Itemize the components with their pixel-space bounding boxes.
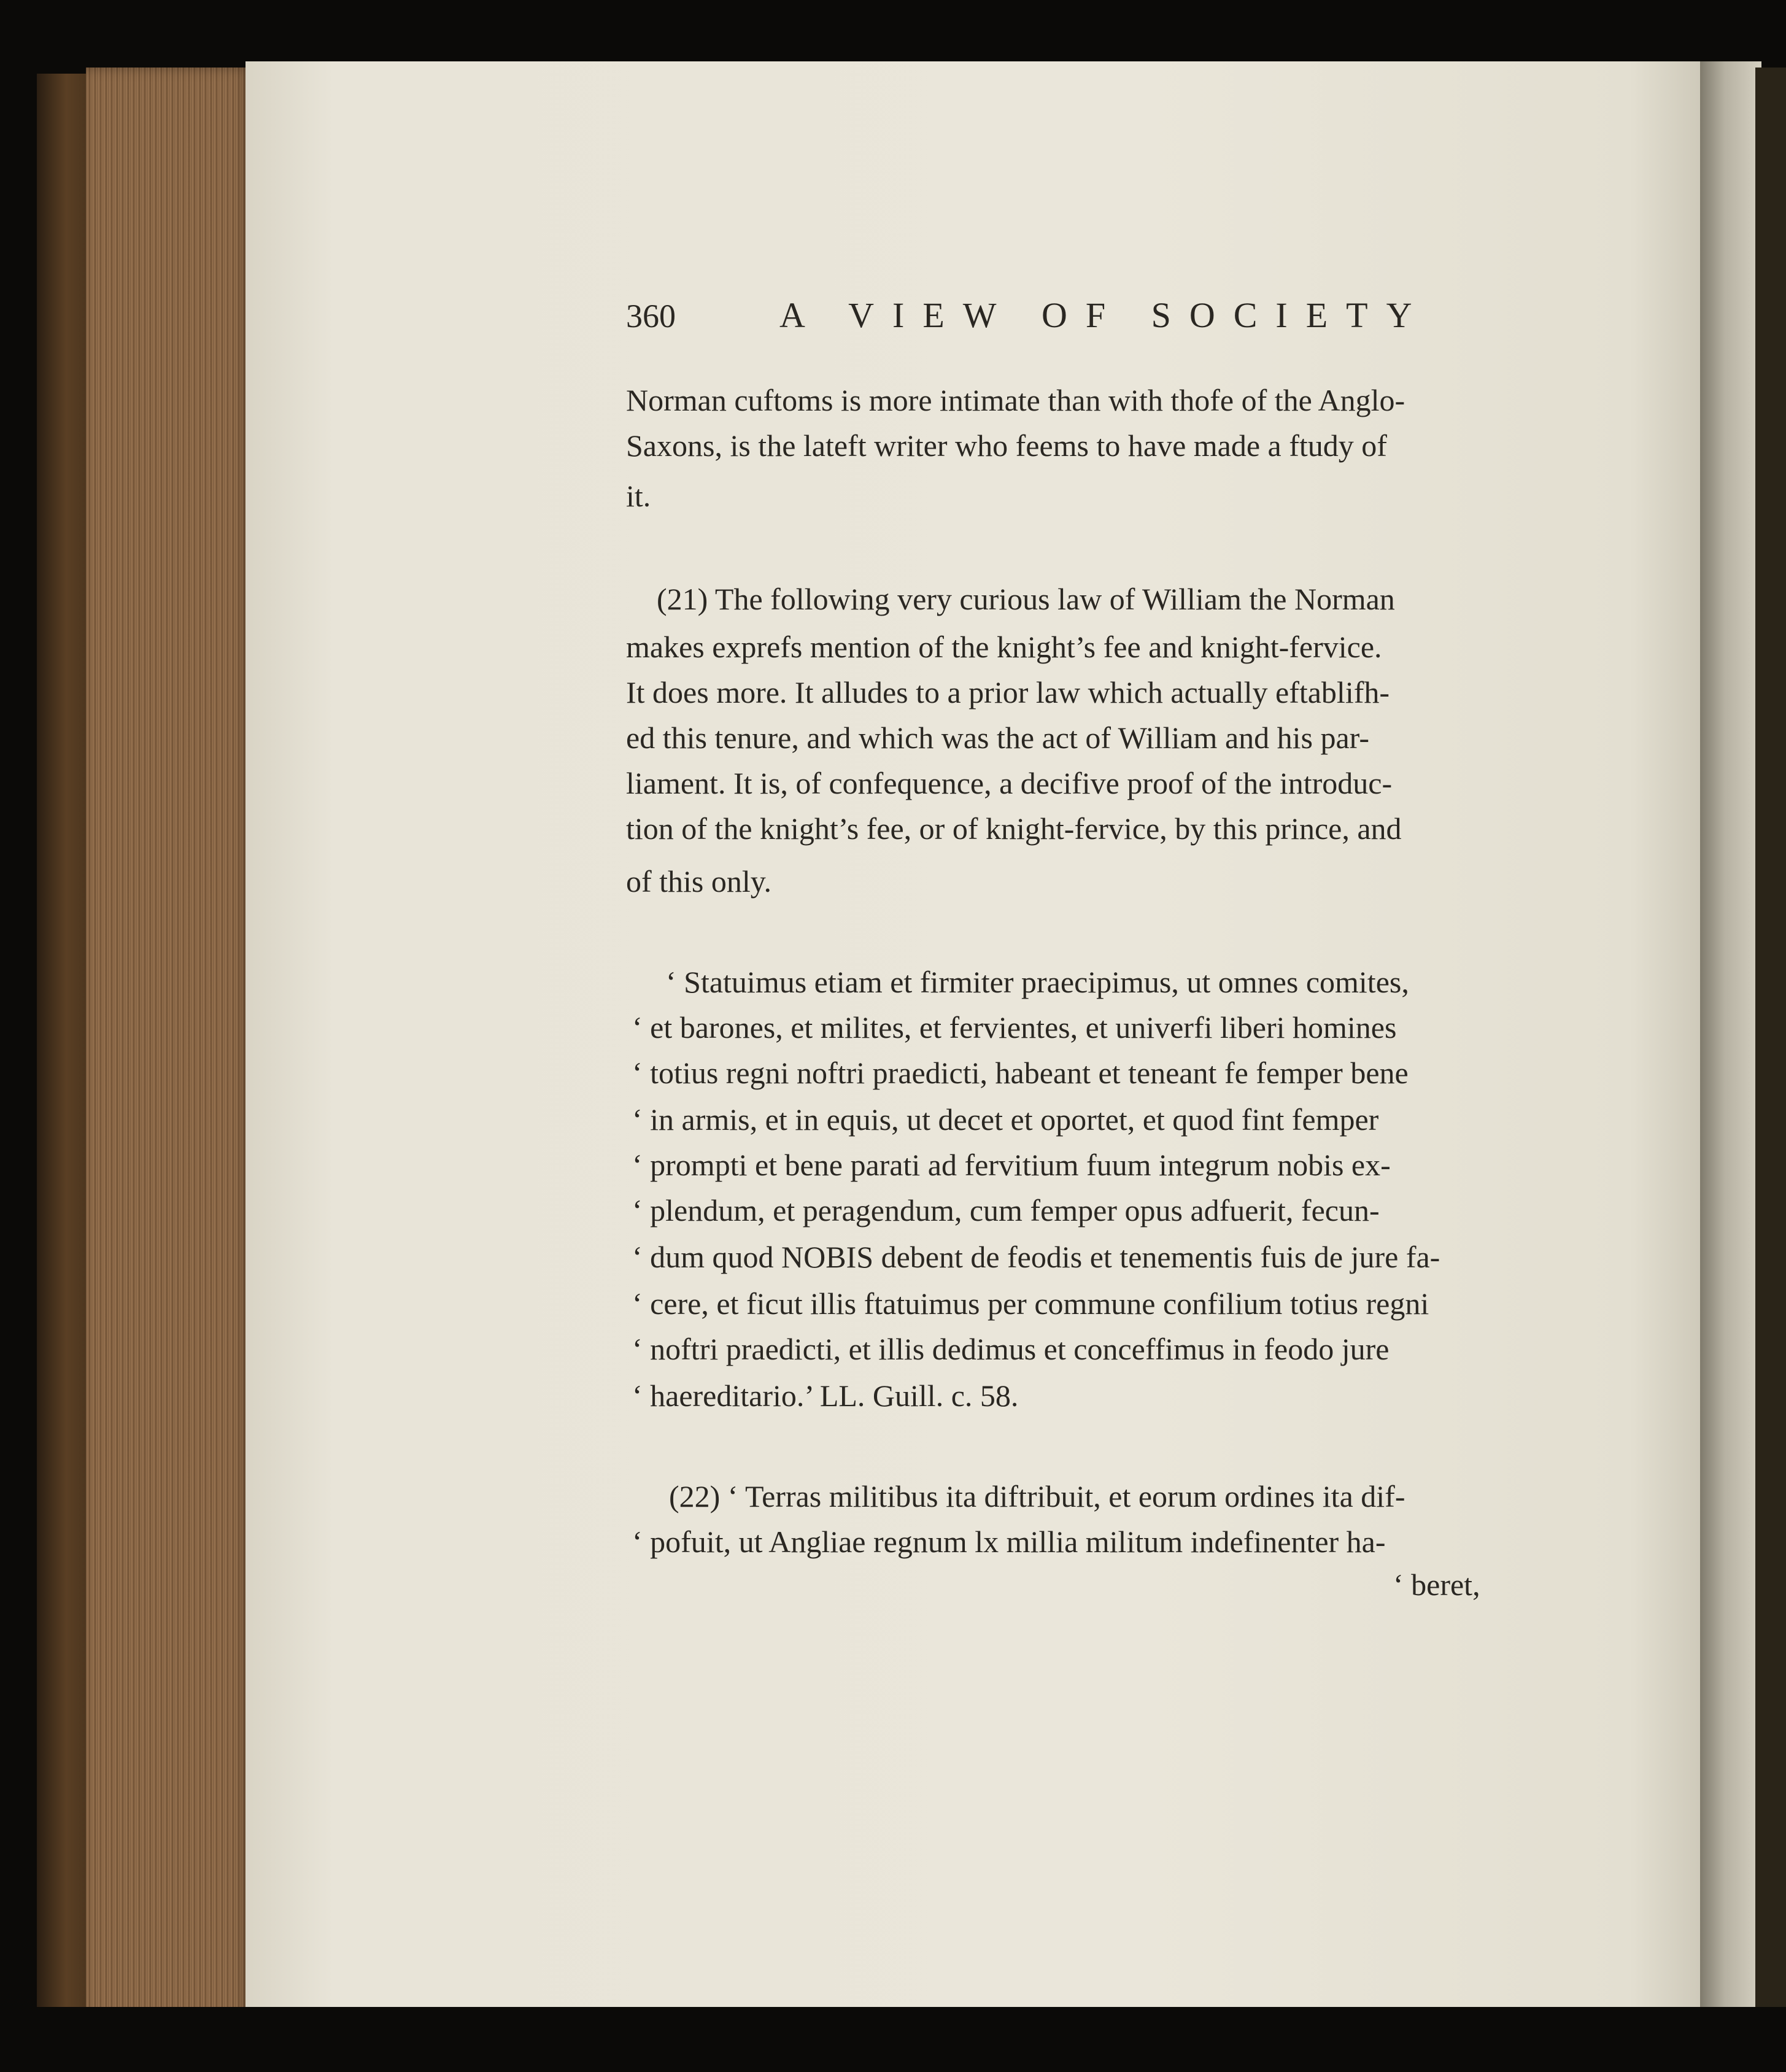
note-21-line: (21) The following very curious law of William the Norman	[657, 582, 1395, 616]
quote-line: ‘ cere, et ficut illis ftatuimus per commune confilium totius regni	[632, 1286, 1429, 1321]
page-edges	[86, 68, 252, 2031]
text-line: liament. It is, of confequence, a decifive proof of the introduc-	[626, 766, 1393, 800]
text-line: tion of the knight’s fee, or of knight-fervice, by this prince, and	[626, 811, 1402, 846]
quote-line: ‘ dum quod NOBIS debent de feodis et tenementis fuis de jure fa-	[632, 1240, 1440, 1274]
catchword: ‘ beret,	[1393, 1568, 1480, 1602]
quote-line: ‘ haereditario.’ LL. Guill. c. 58.	[632, 1378, 1019, 1413]
bottom-background	[0, 2007, 1786, 2072]
note-22-line: (22) ‘ Terras militibus ita diftribuit, et eorum ordines ita dif-	[669, 1479, 1405, 1513]
running-head: A VIEW OF SOCIETY	[779, 295, 1431, 335]
text-line: Saxons, is the lateft writer who feems to have made a ftudy of	[626, 428, 1387, 463]
quote-line: ‘ Statuimus etiam et firmiter praecipimus, ut omnes comites,	[666, 965, 1409, 999]
right-page-gutter	[1700, 61, 1761, 2013]
text-line: It does more. It alludes to a prior law which actually eftablifh-	[626, 675, 1390, 709]
page-number: 360	[626, 298, 676, 334]
text-line: it.	[626, 479, 651, 513]
text-line: Norman cuftoms is more intimate than with thofe of the Anglo-	[626, 383, 1405, 417]
quote-line: ‘ plendum, et peragendum, cum femper opus adfuerit, fecun-	[632, 1193, 1380, 1227]
text-line: makes exprefs mention of the knight’s fee and knight-fervice.	[626, 630, 1382, 664]
quote-line: ‘ et barones, et milites, et fervientes, et univerfi liberi homines	[632, 1010, 1397, 1045]
quote-line: ‘ noftri praedicti, et illis dedimus et conceffimus in feodo jure	[632, 1332, 1390, 1366]
quote-line: ‘ pofuit, ut Angliae regnum lx millia militum indefinenter ha-	[632, 1525, 1386, 1559]
quote-line: ‘ totius regni noftri praedicti, habeant et teneant fe femper bene	[632, 1056, 1409, 1090]
right-cover-board	[1755, 68, 1786, 2025]
text-line: of this only.	[626, 864, 772, 899]
quote-line: ‘ prompti et bene parati ad fervitium fuum integrum nobis ex-	[632, 1148, 1391, 1182]
text-line: ed this tenure, and which was the act of William and his par-	[626, 721, 1369, 755]
quote-line: ‘ in armis, et in equis, ut decet et oportet, et quod fint femper	[632, 1102, 1379, 1137]
